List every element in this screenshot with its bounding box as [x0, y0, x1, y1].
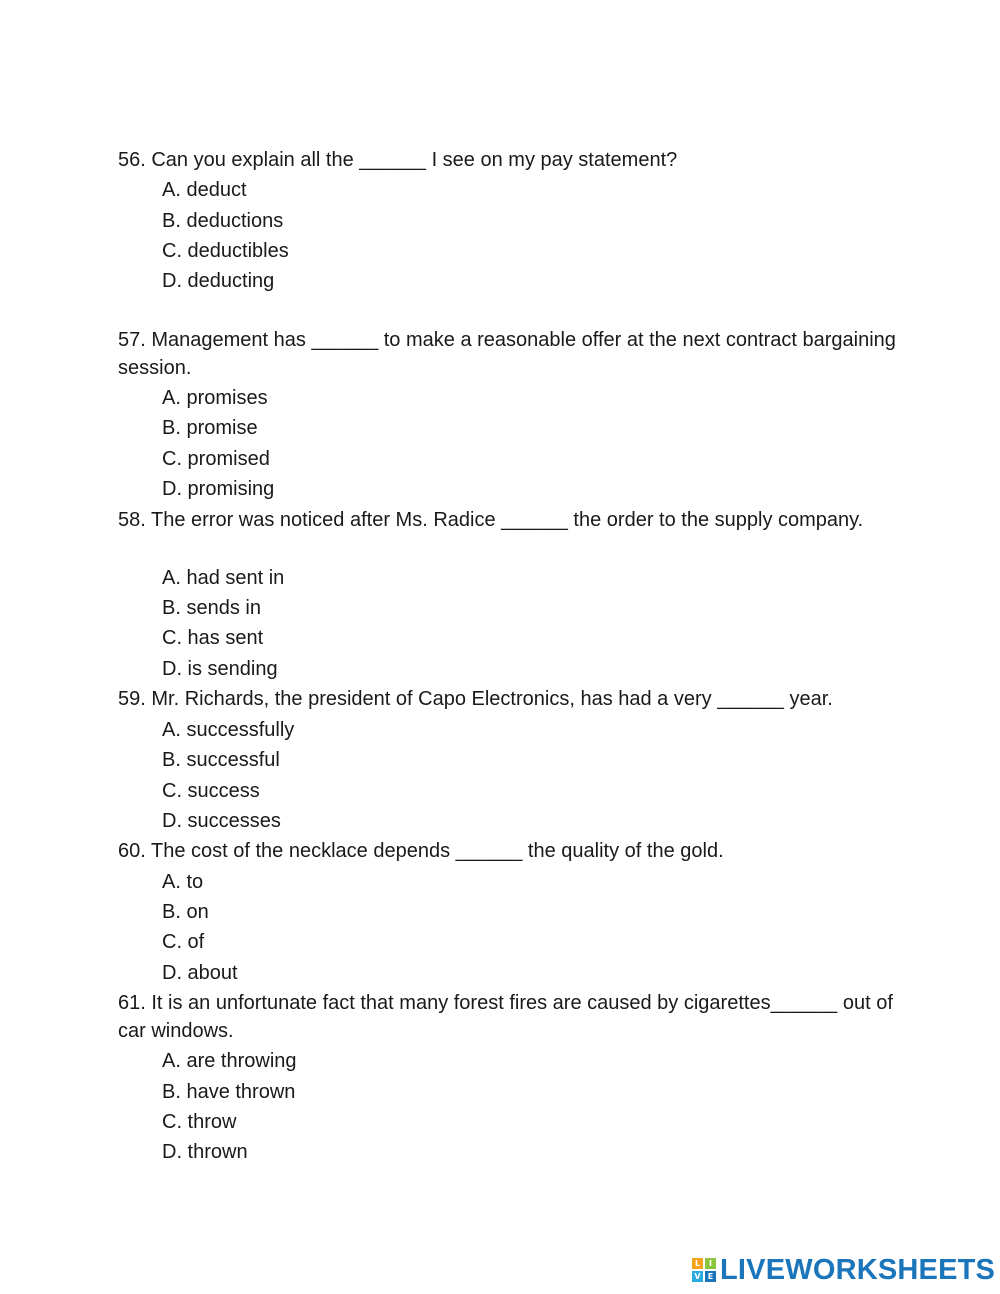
question-57-option-c: C. promised — [162, 448, 270, 470]
question-56-text: 56. Can you explain all the ______ I see on my pay statement? — [118, 149, 678, 171]
question-61-option-b: B. have thrown — [162, 1081, 296, 1103]
question-59-option-b: B. successful — [162, 749, 280, 771]
question-58-option-c: C. has sent — [162, 627, 264, 649]
question-57-option-d: D. promising — [162, 478, 275, 500]
question-56-option-c: C. deductibles — [162, 240, 289, 262]
question-59-option-d: D. successes — [162, 810, 281, 832]
question-60-option-b: B. on — [162, 901, 209, 923]
question-56-option-b: B. deductions — [162, 210, 284, 232]
question-57-option-b: B. promise — [162, 417, 258, 439]
logo-text: LIVEWORKSHEETS — [720, 1253, 996, 1286]
question-56-option-a: A. deduct — [162, 179, 247, 201]
logo-square-i: I — [705, 1258, 716, 1269]
question-60-text: 60. The cost of the necklace depends ______ the quality of the gold. — [118, 840, 724, 862]
logo-square-v: V — [692, 1271, 703, 1282]
logo-squares-icon — [692, 1258, 716, 1282]
question-60-option-d: D. about — [162, 962, 238, 984]
question-58-option-a: A. had sent in — [162, 567, 285, 589]
question-59-text: 59. Mr. Richards, the president of Capo Electronics, has had a very ______ year. — [118, 688, 833, 710]
question-60-option-c: C. of — [162, 931, 205, 953]
liveworksheets-logo[interactable] — [692, 1254, 995, 1286]
logo-square-e: E — [705, 1271, 716, 1282]
question-59-option-c: C. success — [162, 780, 260, 802]
question-58-text: 58. The error was noticed after Ms. Radice ______ the order to the supply company. — [118, 509, 864, 531]
question-57-option-a: A. promises — [162, 387, 268, 409]
logo-square-l: L — [692, 1258, 703, 1269]
question-61-option-d: D. thrown — [162, 1141, 248, 1163]
question-60-option-a: A. to — [162, 871, 204, 893]
question-59-option-a: A. successfully — [162, 719, 295, 741]
question-58-option-d: D. is sending — [162, 658, 278, 680]
question-56-option-d: D. deducting — [162, 270, 275, 292]
question-61-text: 61. It is an unfortunate fact that many forest fires are caused by cigarettes______ out of car windows. — [118, 992, 893, 1042]
question-58-option-b: B. sends in — [162, 597, 261, 619]
question-61-option-c: C. throw — [162, 1111, 237, 1133]
question-61-option-a: A. are throwing — [162, 1050, 297, 1072]
question-57-text: 57. Management has ______ to make a reasonable offer at the next contract bargaining session. — [118, 329, 896, 379]
